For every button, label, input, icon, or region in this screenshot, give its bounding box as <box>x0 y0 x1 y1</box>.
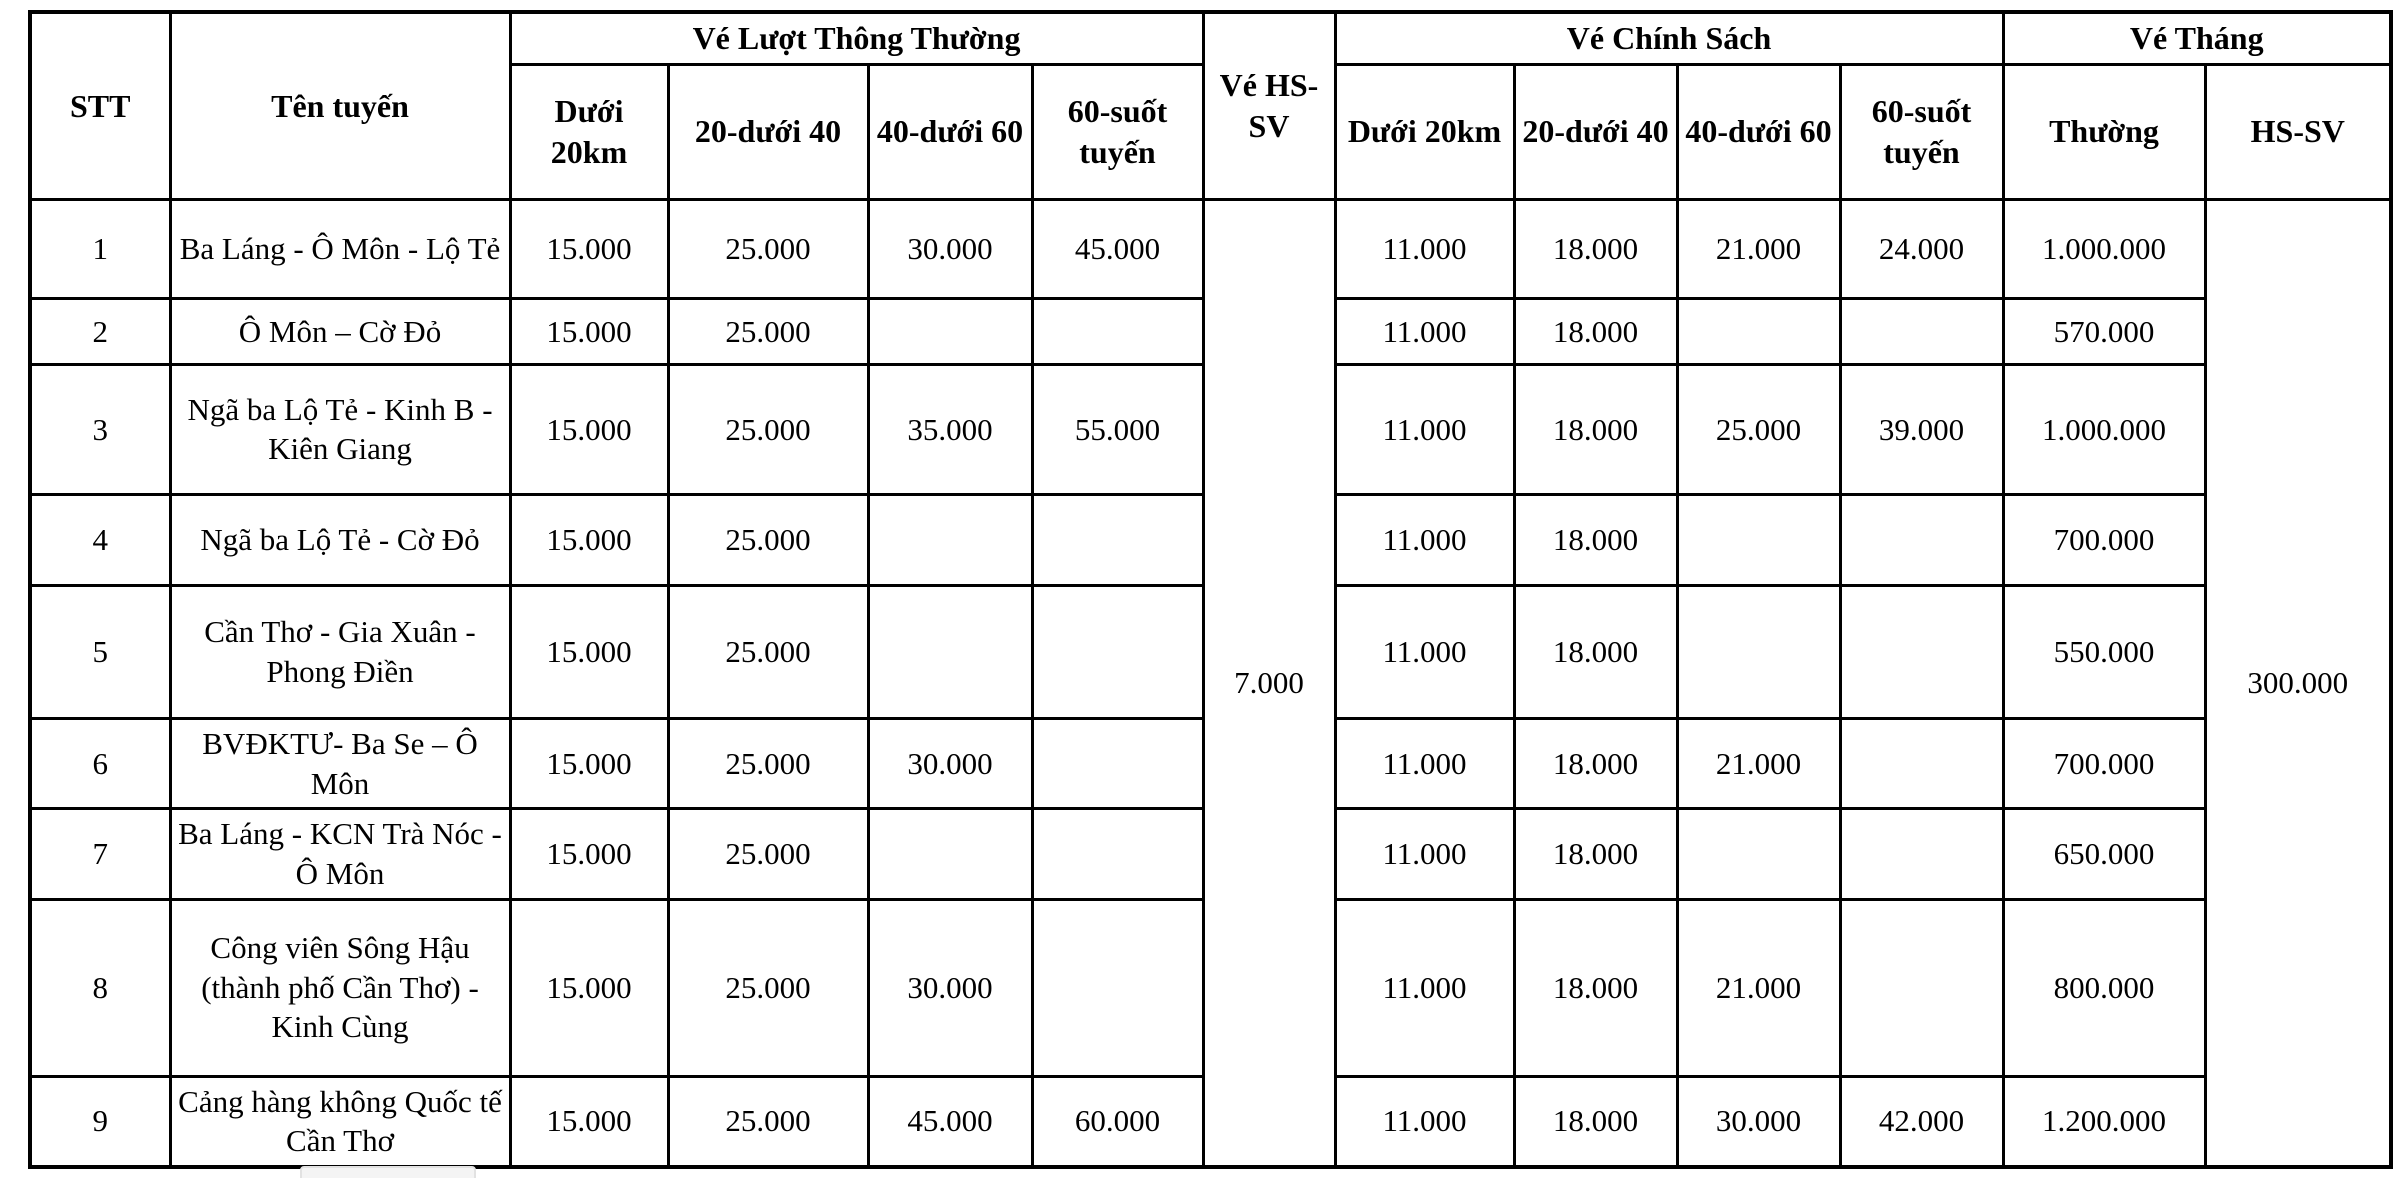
cell-vlt-d2040: 25.000 <box>668 1076 868 1167</box>
cell-vcs-d20: 11.000 <box>1335 199 1514 298</box>
cell-vcs-d2040: 18.000 <box>1514 364 1677 494</box>
cell-vcs-d4060: 30.000 <box>1677 1076 1840 1167</box>
cell-vlt-d4060 <box>868 809 1032 899</box>
cell-vcs-d60st <box>1840 494 2003 585</box>
cell-vcs-d2040: 18.000 <box>1514 199 1677 298</box>
cell-vlt-d4060 <box>868 298 1032 364</box>
cell-thang-thuong: 800.000 <box>2003 899 2205 1076</box>
subheader-vcs-60-suot-tuyen: 60-suốt tuyến <box>1840 64 2003 199</box>
cell-vlt-d4060: 35.000 <box>868 364 1032 494</box>
cell-stt: 2 <box>30 298 170 364</box>
cell-vlt-d20: 15.000 <box>510 298 668 364</box>
cell-vlt-d20: 15.000 <box>510 899 668 1076</box>
cell-vlt-d2040: 25.000 <box>668 364 868 494</box>
cell-vlt-d60st <box>1032 585 1203 718</box>
cell-stt: 9 <box>30 1076 170 1167</box>
cell-vlt-d2040: 25.000 <box>668 809 868 899</box>
cell-vlt-d20: 15.000 <box>510 585 668 718</box>
cell-stt: 6 <box>30 718 170 808</box>
header-ve-hssv: Vé HS-SV <box>1203 12 1335 199</box>
cell-vlt-d20: 15.000 <box>510 199 668 298</box>
cell-vlt-d2040: 25.000 <box>668 494 868 585</box>
cell-vcs-d2040: 18.000 <box>1514 809 1677 899</box>
cell-vcs-d20: 11.000 <box>1335 298 1514 364</box>
cell-vlt-d2040: 25.000 <box>668 298 868 364</box>
header-stt: STT <box>30 12 170 199</box>
cell-stt: 3 <box>30 364 170 494</box>
cell-vcs-d20: 11.000 <box>1335 585 1514 718</box>
cell-vcs-d4060: 21.000 <box>1677 199 1840 298</box>
cell-vcs-d20: 11.000 <box>1335 809 1514 899</box>
cell-vcs-d2040: 18.000 <box>1514 585 1677 718</box>
subheader-vlt-60-suot-tuyen: 60-suốt tuyến <box>1032 64 1203 199</box>
header-ve-thang: Vé Tháng <box>2003 12 2391 64</box>
cell-vcs-d60st <box>1840 899 2003 1076</box>
cell-vcs-d2040: 18.000 <box>1514 718 1677 808</box>
cell-vcs-d4060: 21.000 <box>1677 899 1840 1076</box>
cell-stt: 5 <box>30 585 170 718</box>
cell-vlt-d2040: 25.000 <box>668 199 868 298</box>
subheader-thang-thuong: Thường <box>2003 64 2205 199</box>
cropped-partial-element <box>300 1166 476 1178</box>
cell-vlt-d20: 15.000 <box>510 718 668 808</box>
subheader-vlt-40-duoi-60: 40-dưới 60 <box>868 64 1032 199</box>
cell-vcs-d60st <box>1840 718 2003 808</box>
cell-vlt-d2040: 25.000 <box>668 718 868 808</box>
cell-vlt-d60st: 60.000 <box>1032 1076 1203 1167</box>
cell-thang-hssv-merged: 300.000 <box>2205 199 2391 1167</box>
cell-vcs-d20: 11.000 <box>1335 718 1514 808</box>
cell-vcs-d60st: 39.000 <box>1840 364 2003 494</box>
cell-stt: 8 <box>30 899 170 1076</box>
subheader-vcs-duoi-20km: Dưới 20km <box>1335 64 1514 199</box>
cell-vlt-d2040: 25.000 <box>668 899 868 1076</box>
cell-vcs-d20: 11.000 <box>1335 899 1514 1076</box>
cell-route-name: Ngã ba Lộ Tẻ - Kinh B - Kiên Giang <box>170 364 510 494</box>
subheader-vlt-duoi-20km: Dưới 20km <box>510 64 668 199</box>
cell-vcs-d4060 <box>1677 298 1840 364</box>
cell-vlt-d20: 15.000 <box>510 494 668 585</box>
cell-vlt-d20: 15.000 <box>510 809 668 899</box>
cell-vcs-d20: 11.000 <box>1335 494 1514 585</box>
cell-vlt-d60st: 55.000 <box>1032 364 1203 494</box>
cell-route-name: Ba Láng - Ô Môn - Lộ Tẻ <box>170 199 510 298</box>
cell-thang-thuong: 700.000 <box>2003 494 2205 585</box>
cell-thang-thuong: 1.200.000 <box>2003 1076 2205 1167</box>
cell-vlt-d4060 <box>868 494 1032 585</box>
cell-vlt-d60st <box>1032 718 1203 808</box>
cell-vcs-d4060 <box>1677 585 1840 718</box>
cell-vcs-d4060: 21.000 <box>1677 718 1840 808</box>
cell-vlt-d20: 15.000 <box>510 364 668 494</box>
cell-thang-thuong: 650.000 <box>2003 809 2205 899</box>
subheader-vcs-20-duoi-40: 20-dưới 40 <box>1514 64 1677 199</box>
cell-thang-thuong: 1.000.000 <box>2003 364 2205 494</box>
cell-route-name: Công viên Sông Hậu (thành phố Cần Thơ) - Kinh Cùng <box>170 899 510 1076</box>
cell-route-name: BVĐKTƯ- Ba Se – Ô Môn <box>170 718 510 808</box>
cell-route-name: Ngã ba Lộ Tẻ - Cờ Đỏ <box>170 494 510 585</box>
cell-vlt-d60st <box>1032 899 1203 1076</box>
subheader-vlt-20-duoi-40: 20-dưới 40 <box>668 64 868 199</box>
cell-vcs-d2040: 18.000 <box>1514 899 1677 1076</box>
cell-vlt-d4060: 30.000 <box>868 718 1032 808</box>
cell-vlt-d4060: 30.000 <box>868 899 1032 1076</box>
cell-vlt-d4060: 30.000 <box>868 199 1032 298</box>
cell-vcs-d4060 <box>1677 809 1840 899</box>
cell-route-name: Ba Láng - KCN Trà Nóc - Ô Môn <box>170 809 510 899</box>
cell-vcs-d20: 11.000 <box>1335 1076 1514 1167</box>
cell-vlt-d2040: 25.000 <box>668 585 868 718</box>
cell-vcs-d2040: 18.000 <box>1514 1076 1677 1167</box>
cell-vcs-d60st: 24.000 <box>1840 199 2003 298</box>
cell-vlt-d60st <box>1032 494 1203 585</box>
cell-route-name: Cảng hàng không Quốc tế Cần Thơ <box>170 1076 510 1167</box>
header-row-groups <box>30 12 2391 64</box>
cell-route-name: Cần Thơ - Gia Xuân - Phong Điền <box>170 585 510 718</box>
cell-vcs-d2040: 18.000 <box>1514 494 1677 585</box>
cell-stt: 4 <box>30 494 170 585</box>
cell-route-name: Ô Môn – Cờ Đỏ <box>170 298 510 364</box>
cell-vcs-d2040: 18.000 <box>1514 298 1677 364</box>
subheader-vcs-40-duoi-60: 40-dưới 60 <box>1677 64 1840 199</box>
cell-vcs-d60st <box>1840 298 2003 364</box>
cell-vlt-d4060: 45.000 <box>868 1076 1032 1167</box>
header-ve-chinh-sach: Vé Chính Sách <box>1335 12 2003 64</box>
cell-vlt-d4060 <box>868 585 1032 718</box>
cell-vlt-d60st <box>1032 809 1203 899</box>
table-row <box>30 199 2391 298</box>
cell-vcs-d20: 11.000 <box>1335 364 1514 494</box>
cell-vcs-d60st <box>1840 809 2003 899</box>
fare-table <box>28 10 2393 1169</box>
cell-vcs-d60st <box>1840 585 2003 718</box>
cell-vlt-d60st: 45.000 <box>1032 199 1203 298</box>
cell-vlt-d60st <box>1032 298 1203 364</box>
cell-thang-thuong: 700.000 <box>2003 718 2205 808</box>
cell-thang-thuong: 1.000.000 <box>2003 199 2205 298</box>
cell-vcs-d4060: 25.000 <box>1677 364 1840 494</box>
cell-stt: 7 <box>30 809 170 899</box>
header-ve-luot-thong-thuong: Vé Lượt Thông Thường <box>510 12 1203 64</box>
header-ten-tuyen: Tên tuyến <box>170 12 510 199</box>
cell-vlt-d20: 15.000 <box>510 1076 668 1167</box>
subheader-thang-hssv: HS-SV <box>2205 64 2391 199</box>
cell-ve-hssv-merged: 7.000 <box>1203 199 1335 1167</box>
cell-vcs-d4060 <box>1677 494 1840 585</box>
cell-thang-thuong: 570.000 <box>2003 298 2205 364</box>
cell-vcs-d60st: 42.000 <box>1840 1076 2003 1167</box>
cell-stt: 1 <box>30 199 170 298</box>
cell-thang-thuong: 550.000 <box>2003 585 2205 718</box>
